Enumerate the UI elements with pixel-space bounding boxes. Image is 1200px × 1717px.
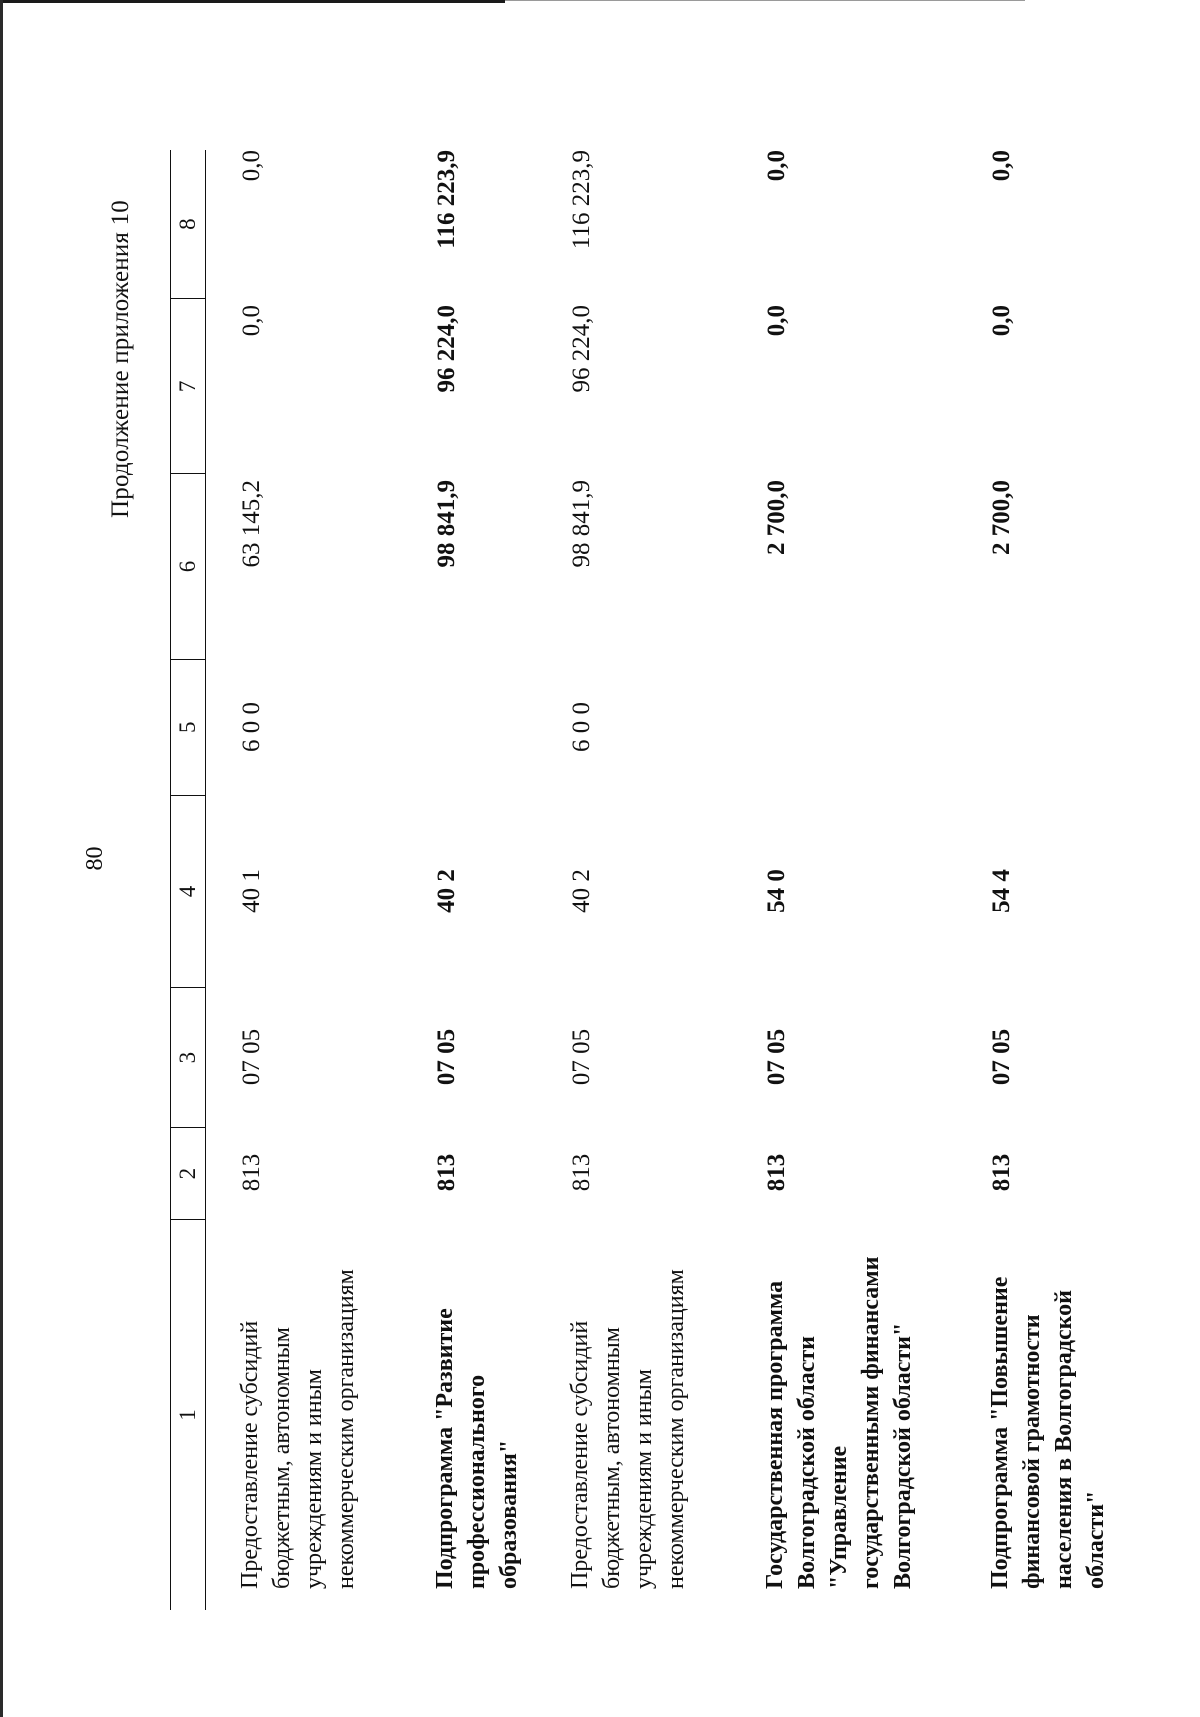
cell-col6: 98 841,9 [568,480,595,568]
cell-col7: 0,0 [238,305,265,337]
cell-col5 [430,659,526,795]
cell-col5 [985,659,1113,795]
cell-col6: 2 700,0 [988,480,1015,555]
column-header-1: 1 [171,1219,205,1610]
page-number: 80 [82,846,108,871]
cell-col3: 07 05 [988,1028,1015,1086]
column-number-header [170,150,206,1610]
cell-col4: 40 2 [433,869,460,913]
cell-col5 [760,659,920,795]
cell-col6: 98 841,9 [433,480,460,568]
cell-col5: 6 0 0 [568,702,595,752]
column-header-8: 8 [175,218,200,230]
cell-col7: 0,0 [988,305,1015,337]
table-row [235,150,363,1610]
table-row [430,150,526,1610]
cell-col5: 6 0 0 [238,702,265,752]
cell-col8: 0,0 [988,150,1015,182]
cell-col3: 07 05 [568,1028,595,1086]
row-name: Предоставление субсидий бюджетным, автономным учреждениям и иным некоммерческим организациям [237,1269,359,1589]
cell-col7: 96 224,0 [433,305,460,393]
cell-col6: 63 145,2 [238,480,265,568]
cell-col3: 07 05 [763,1028,790,1086]
continuation-caption: Продолжение приложения 10 [107,200,134,519]
cell-col4: 54 0 [763,869,790,913]
cell-col2: 813 [433,1153,460,1192]
table-row [565,150,693,1610]
row-name: Подпрограмма "Повышение финансовой грамотности населения в Волгоградской области" [987,1276,1109,1589]
cell-col3: 07 05 [238,1028,265,1086]
cell-col3: 07 05 [433,1028,460,1086]
table-row [985,150,1113,1610]
cell-col2: 813 [568,1153,595,1192]
column-header-5: 5 [171,659,205,795]
cell-col2: 813 [238,1153,265,1192]
table-row [760,150,920,1610]
cell-col7: 0,0 [763,305,790,337]
cell-col8: 116 223,9 [568,150,595,250]
cell-col4: 40 1 [238,869,265,913]
cell-col2: 813 [988,1153,1015,1192]
cell-col7: 96 224,0 [568,305,595,393]
cell-col8: 0,0 [238,150,265,182]
cell-col4: 54 4 [988,869,1015,913]
column-header-3: 3 [171,987,205,1127]
row-name: Государственная программа Волгоградской области "Управление государственными финансами Волгоградской области" [762,1256,916,1589]
column-header-2: 2 [171,1127,205,1219]
cell-col6: 2 700,0 [763,480,790,555]
column-header-7: 7 [171,298,205,473]
cell-col8: 0,0 [763,150,790,182]
column-header-4: 4 [171,795,205,987]
column-header-6: 6 [171,473,205,658]
cell-col2: 813 [763,1153,790,1192]
cell-col8: 116 223,9 [433,150,460,249]
row-name: Подпрограмма "Развитие профессионального образования" [432,1308,522,1589]
row-name: Предоставление субсидий бюджетным, автономным учреждениям и иным некоммерческим организациям [567,1269,689,1589]
cell-col4: 40 2 [568,869,595,913]
